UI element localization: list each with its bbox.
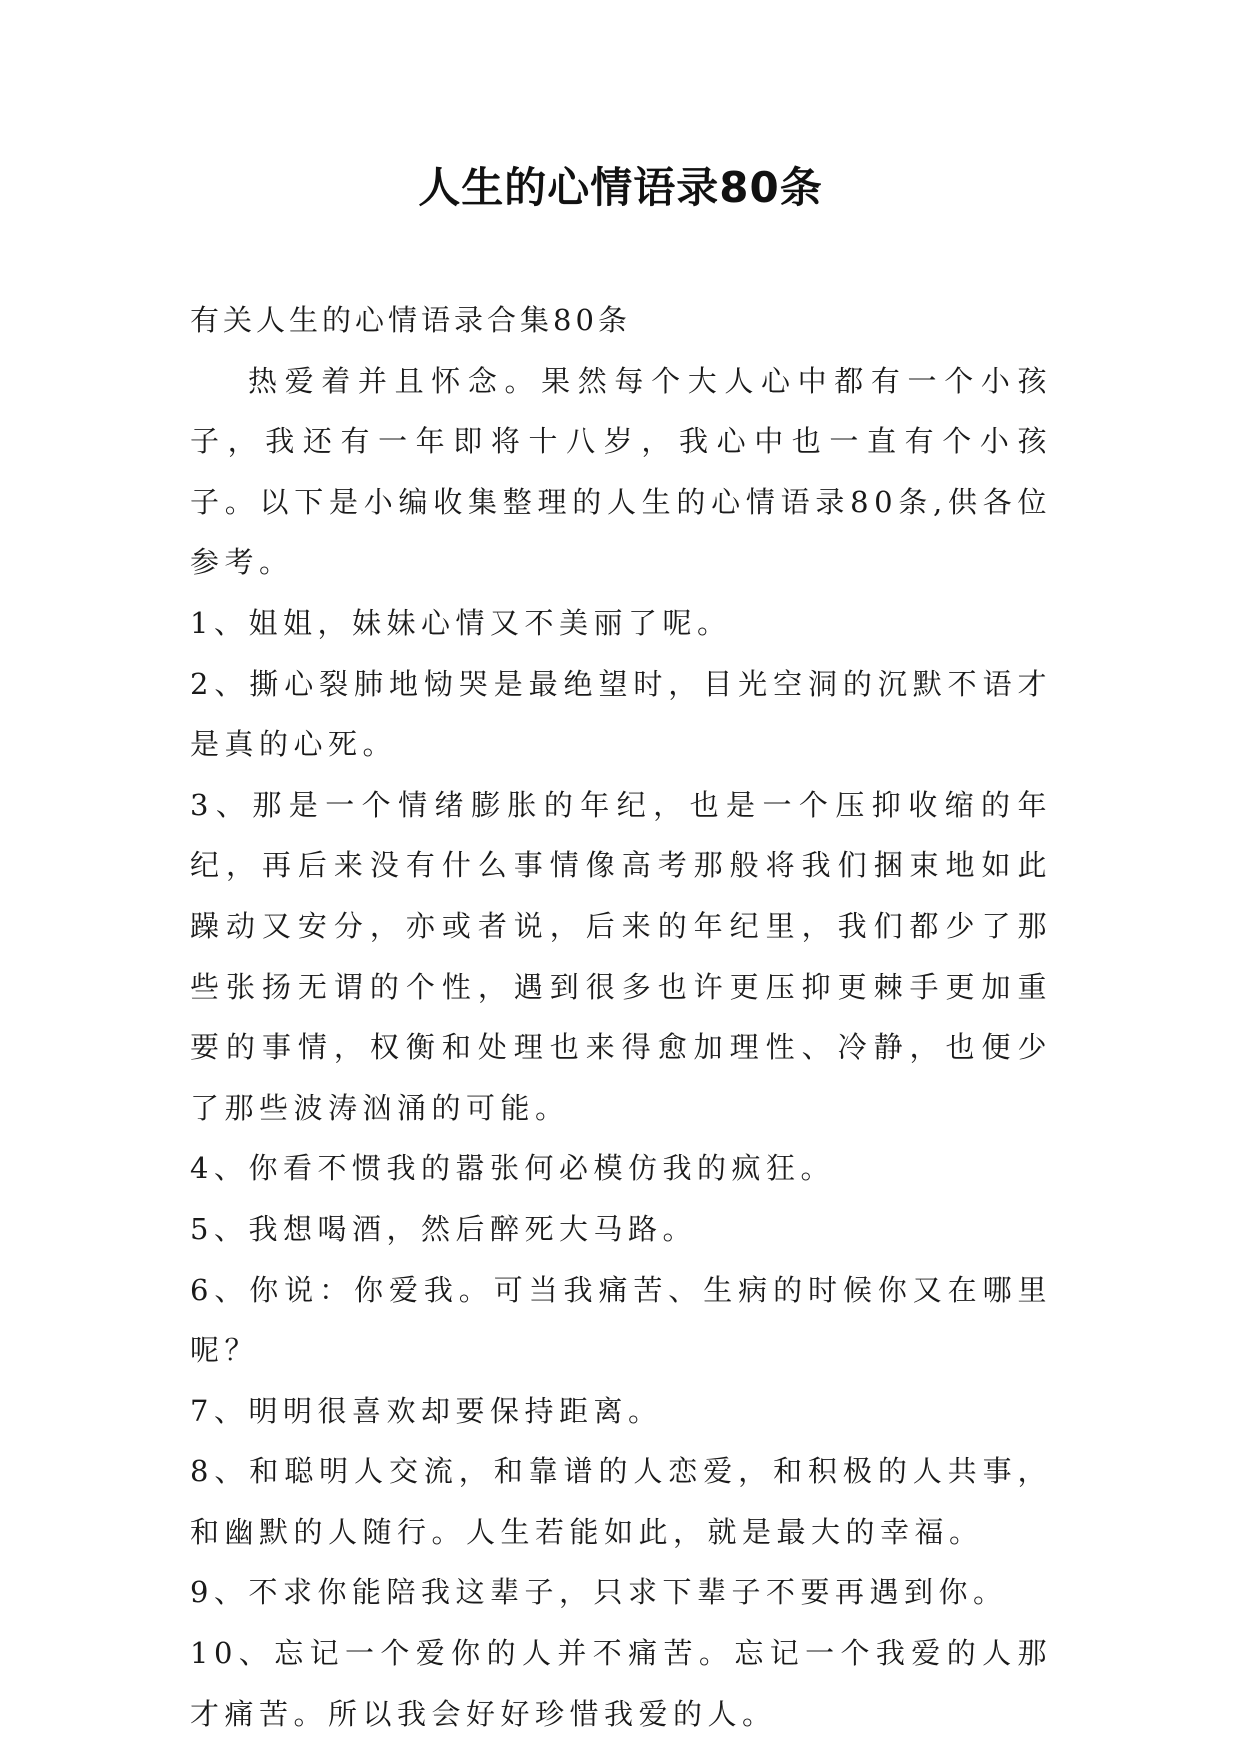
document-title: 人生的心情语录80条 — [418, 163, 823, 212]
quote-item: 1、姐姐，妹妹心情又不美丽了呢。 — [190, 605, 732, 640]
intro-paragraph: 热爱着并且怀念。果然每个大人心中都有一个小孩子，我还有一年即将十八岁，我心中也一直有个小孩子。以下是小编收集整理的人生的心情语录80条,供各位参考。 — [190, 363, 1052, 580]
document-subtitle: 有关人生的心情语录合集80条 — [190, 303, 631, 337]
document-body — [190, 290, 1052, 1744]
quote-item: 2、撕心裂肺地恸哭是最绝望时，目光空洞的沉默不语才是真的心死。 — [190, 666, 1052, 762]
quote-item: 8、和聪明人交流，和靠谱的人恋爱，和积极的人共事，和幽默的人随行。人生若能如此，就是最大的幸福。 — [190, 1454, 1052, 1549]
quote-item: 10、忘记一个爱你的人并不痛苦。忘记一个我爱的人那才痛苦。所以我会好好珍惜我爱的人。 — [190, 1636, 1052, 1731]
quote-item: 5、我想喝酒，然后醉死大马路。 — [190, 1211, 697, 1246]
quote-item: 4、你看不惯我的嚣张何必模仿我的疯狂。 — [190, 1151, 835, 1186]
quote-item: 3、那是一个情绪膨胀的年纪，也是一个压抑收缩的年纪，再后来没有什么事情像高考那般将我们捆束地如此躁动又安分，亦或者说，后来的年纪里，我们都少了那些张扬无谓的个性，遇到很多也许更压抑更棘手更加重要的事情，权衡和处理也来得愈加理性、冷静，也便少了那些波涛汹涌的可能。 — [190, 787, 1052, 1125]
quote-item: 9、不求你能陪我这辈子，只求下辈子不要再遇到你。 — [190, 1575, 1008, 1610]
quote-item: 6、你说：你爱我。可当我痛苦、生病的时候你又在哪里呢？ — [190, 1272, 1052, 1368]
quote-item: 7、明明很喜欢却要保持距离。 — [190, 1393, 663, 1428]
